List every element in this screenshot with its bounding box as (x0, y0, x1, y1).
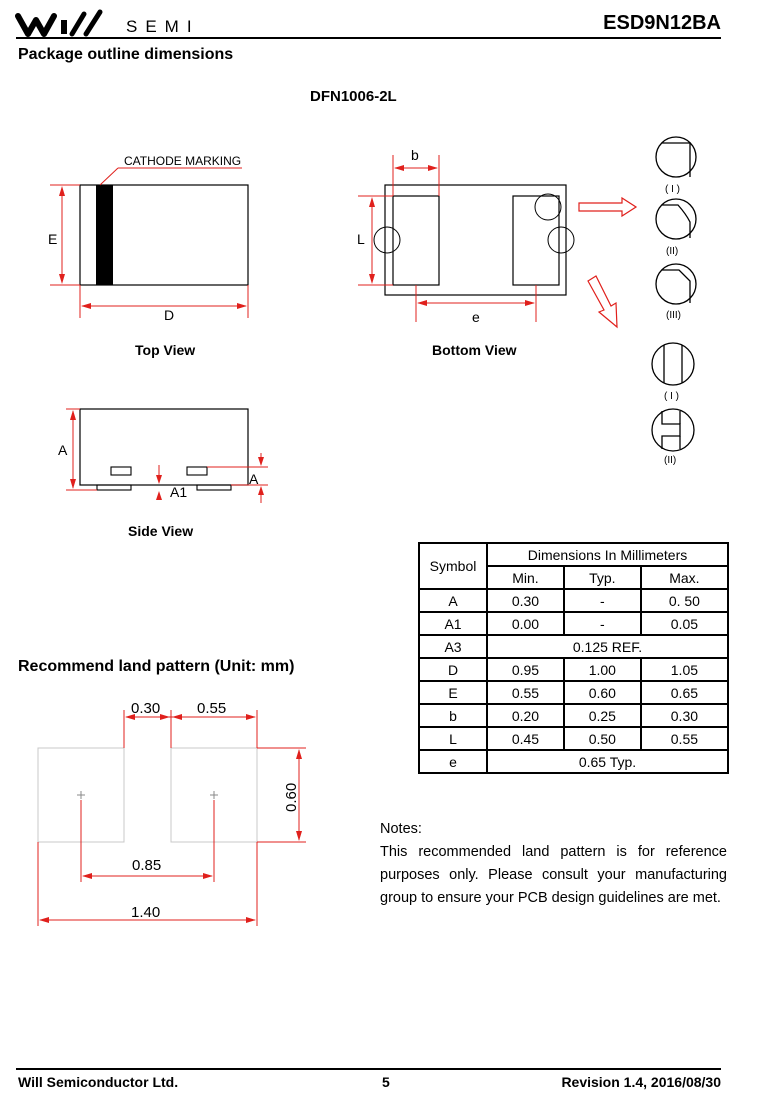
side-view-label-a1: A1 (170, 484, 188, 500)
detail-label-1: ( I ) (665, 184, 680, 195)
footer-company: Will Semiconductor Ltd. (18, 1074, 179, 1090)
top-view-caption: Top View (135, 342, 196, 358)
detail-views-lower (652, 343, 694, 466)
cell-max: 0.30 (641, 704, 728, 727)
dim-total: 1.40 (131, 904, 161, 921)
cell-min: 0.30 (487, 589, 564, 612)
notes-title: Notes: (380, 821, 422, 837)
cell-typ: 1.00 (564, 658, 641, 681)
col-header-typ: Typ. (564, 566, 641, 589)
side-view-drawing (58, 409, 268, 539)
dimensions-table (418, 542, 729, 774)
cell-min: 0.55 (487, 681, 564, 704)
cell-max: 0.05 (641, 612, 728, 635)
logo-text: SEMI (126, 17, 200, 36)
side-view-label-a: A (58, 442, 68, 458)
cell-span: 0.125 REF. (487, 635, 728, 658)
cathode-band (96, 185, 113, 285)
table-row (419, 750, 728, 773)
cell-typ: - (564, 612, 641, 635)
side-view-caption: Side View (128, 523, 194, 539)
dim-pad-width: 0.55 (197, 700, 227, 717)
cell-symbol: A3 (419, 635, 487, 658)
bottom-view-caption: Bottom View (432, 342, 517, 358)
package-name: DFN1006-2L (310, 88, 397, 105)
cell-symbol: E (419, 681, 487, 704)
top-view-label-d: D (164, 307, 175, 323)
cell-symbol: A (419, 589, 487, 612)
detail-views-upper (656, 137, 696, 321)
cell-min: 0.00 (487, 612, 564, 635)
bottom-view-label-l: L (357, 231, 365, 247)
detail-label-2: (II) (666, 246, 679, 257)
col-header-min: Min. (487, 566, 564, 589)
bottom-view-label-b: b (411, 147, 419, 163)
cell-max: 0. 50 (641, 589, 728, 612)
cell-min: 0.20 (487, 704, 564, 727)
cell-typ: 0.50 (564, 727, 641, 750)
land-pattern-drawing (0, 690, 360, 940)
detail-label-4: ( I ) (664, 391, 679, 402)
table-row (419, 635, 728, 658)
part-number: ESD9N12BA (603, 12, 721, 34)
table-row (419, 727, 728, 750)
cathode-label: CATHODE MARKING (124, 154, 242, 168)
cell-max: 1.05 (641, 658, 728, 681)
table-row (419, 612, 728, 635)
cell-symbol: b (419, 704, 487, 727)
top-view-drawing (48, 154, 248, 358)
cell-max: 0.65 (641, 681, 728, 704)
dim-height: 0.60 (283, 782, 300, 812)
section-title: Package outline dimensions (18, 46, 234, 63)
cell-symbol: e (419, 750, 487, 773)
cell-typ: - (564, 589, 641, 612)
detail-arrow-down (588, 276, 617, 327)
bottom-view-drawing (357, 147, 636, 358)
footer-rule (16, 1068, 721, 1070)
notes-body: This recommended land pattern is for reference purposes only. Please consult your manufacturing group to ensure your PCB design guidelines are met. (380, 844, 727, 906)
cell-symbol: L (419, 727, 487, 750)
dim-pitch: 0.85 (132, 857, 162, 874)
cell-typ: 0.25 (564, 704, 641, 727)
table-row (419, 704, 728, 727)
cell-min: 0.95 (487, 658, 564, 681)
cell-symbol: A1 (419, 612, 487, 635)
cell-span: 0.65 Typ. (487, 750, 728, 773)
bottom-view-label-e: e (472, 309, 480, 325)
detail-label-3: (III) (666, 310, 681, 321)
col-header-max: Max. (641, 566, 728, 589)
footer-page-number: 5 (382, 1074, 390, 1090)
footer-revision: Revision 1.4, 2016/08/30 (561, 1074, 721, 1090)
land-pattern-title: Recommend land pattern (Unit: mm) (18, 658, 295, 675)
table-row (419, 589, 728, 612)
group-header: Dimensions In Millimeters (487, 543, 728, 566)
cell-min: 0.45 (487, 727, 564, 750)
symbol-header: Symbol (419, 543, 487, 589)
top-view-label-e: E (48, 231, 58, 247)
detail-label-5: (II) (664, 455, 677, 466)
detail-arrow-right (579, 198, 636, 216)
table-row (419, 681, 728, 704)
cell-symbol: D (419, 658, 487, 681)
side-view-label-a3: A (249, 471, 259, 487)
cell-max: 0.55 (641, 727, 728, 750)
cell-typ: 0.60 (564, 681, 641, 704)
dim-gap: 0.30 (131, 700, 161, 717)
notes (380, 818, 727, 910)
table-row (419, 658, 728, 681)
